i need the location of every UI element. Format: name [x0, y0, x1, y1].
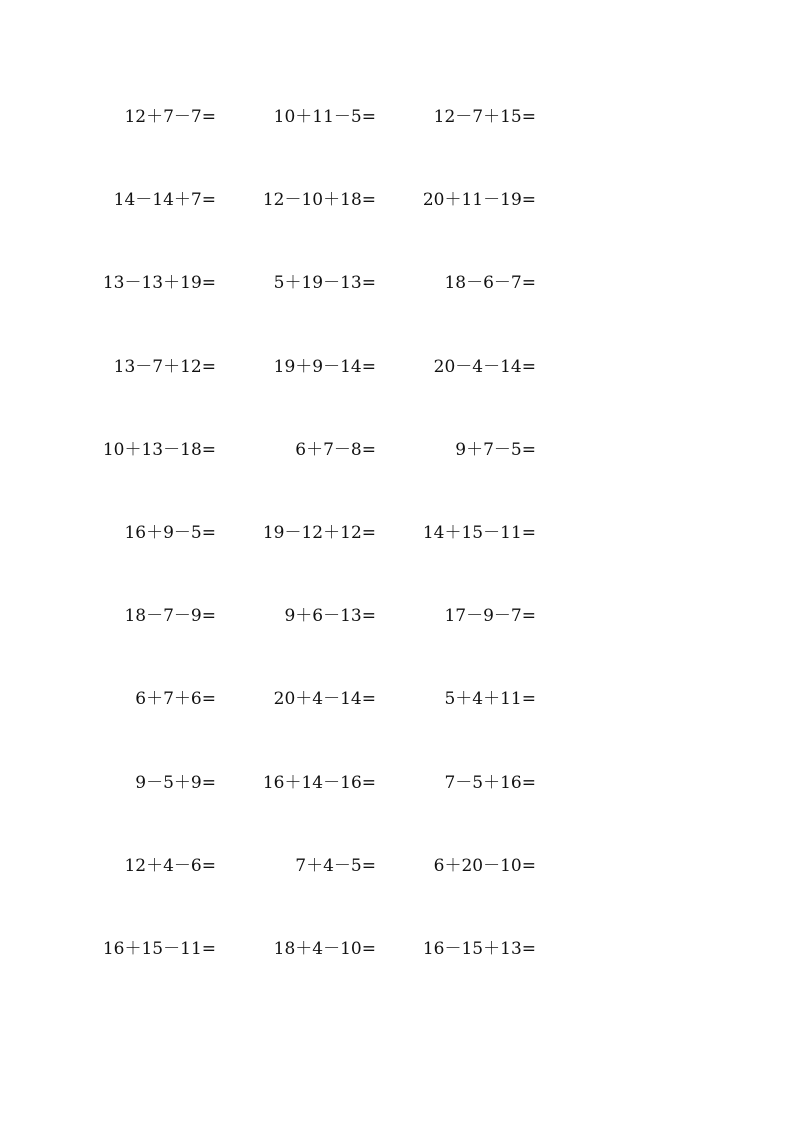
problem: 16＋9－5=: [124, 522, 216, 543]
problem: 12－10＋18=: [262, 190, 376, 211]
problem: 7＋4－5=: [295, 855, 376, 876]
problem: 12＋7－7=: [124, 107, 216, 127]
problem: 19－12＋12=: [262, 522, 376, 543]
problem: 18－6－7=: [444, 273, 536, 294]
problem: 16＋15－11=: [102, 938, 216, 959]
problem: 16＋14－16=: [262, 772, 376, 793]
problem: 9－5＋9=: [135, 772, 216, 793]
problem: 13－7＋12=: [113, 356, 216, 377]
problem: 17－9－7=: [444, 606, 536, 627]
problem: 20＋4－14=: [273, 689, 376, 710]
problem: 18－7－9=: [124, 606, 216, 627]
problem: 10＋13－18=: [102, 439, 216, 460]
problem: 9＋6－13=: [284, 606, 376, 627]
problem: 16－15＋13=: [422, 938, 536, 959]
problem-grid: [56, 101, 538, 1016]
problem: 9＋7－5=: [455, 439, 536, 460]
problem: 6＋20－10=: [433, 855, 536, 876]
problem: 13－13＋19=: [102, 273, 216, 294]
problem: 5＋4＋11=: [444, 689, 536, 710]
problem: 14－14＋7=: [113, 190, 216, 211]
problem: 18＋4－10=: [273, 938, 376, 959]
problem: 14＋15－11=: [422, 522, 536, 543]
problem: 20－4－14=: [433, 356, 536, 377]
problem: 6＋7－8=: [295, 439, 376, 460]
problem: 10＋11－5=: [273, 107, 376, 127]
problem: 6＋7＋6=: [135, 689, 216, 710]
problem: 7－5＋16=: [444, 772, 536, 793]
problem: 12＋4－6=: [124, 855, 216, 876]
problem: 5＋19－13=: [273, 273, 376, 294]
problem: 20＋11－19=: [422, 190, 536, 211]
problem: 12－7＋15=: [433, 107, 536, 127]
problem: 19＋9－14=: [273, 356, 376, 377]
